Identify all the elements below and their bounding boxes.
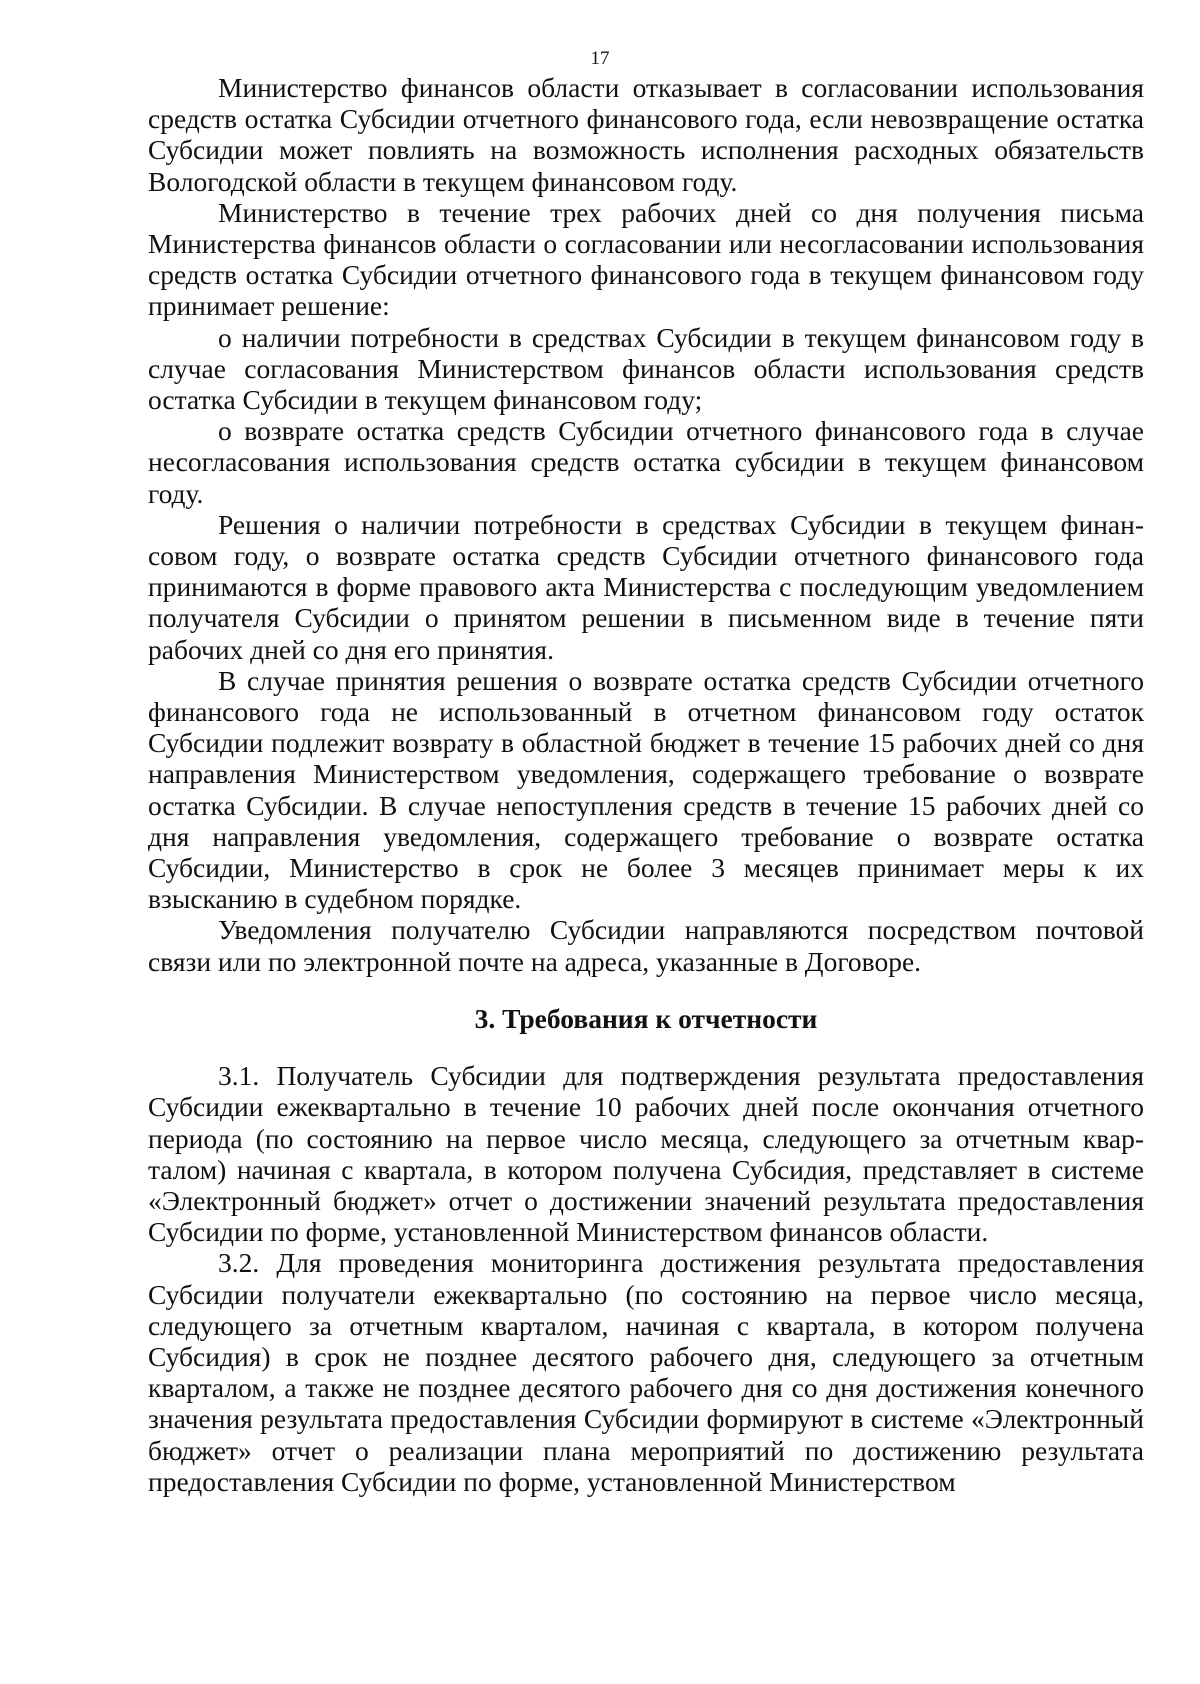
- paragraph: Министерство финансов области отказывает в согласовании использования средств остатка Субсидии отчетного финансового года, если невозвращение остатка Субсидии может повлиять на возможность исполнения расходных обязательств Вологодской области в текущем финансовом году.: [148, 72, 1144, 197]
- paragraph: о возврате остатка средств Субсидии отчетного финансового года в случае несогласования использования средств остатка субсидии в текущем финансовом году.: [148, 415, 1144, 509]
- paragraph: В случае принятия решения о возврате остатка средств Субсидии отчетного финансового года не использованный в отчетном финансовом году остаток Субсидии подлежит возврату в областной бюджет в течение 15 рабочих дней со дня направления Министерством уведомления, содержащего требование о возврате остатка Субсидии. В случае непоступления средств в течение 15 рабочих дней со дня направления уведомления, содержащего требование о возврате остатка Субсидии, Министерство в срок не более 3 месяцев принимает меры к их взысканию в судебном порядке.: [148, 664, 1144, 915]
- document-body: [148, 72, 1144, 1497]
- paragraph: о наличии потребности в средствах Субсидии в текущем финансовом году в случае согласования Министерством финансов области использования средств остатка Субсидии в текущем финансовом году;: [148, 321, 1144, 416]
- paragraph: Министерство в течение трех рабочих дней со дня получения письма Министерства финансов области о согласовании или несогласовании использования средств остатка Субсидии отчетного финансового года в текущем финансовом году принимает решение:: [148, 196, 1144, 322]
- page-number: 17: [590, 48, 610, 69]
- section-heading: 3. Требования к отчетности: [474, 1002, 818, 1034]
- paragraph: 3.1. Получатель Субсидии для подтверждения результата предоставления Субсидии ежеквартально в течение 10 рабочих дней после окончания отчетного периода (по состоянию на первое число месяца, следующего за отчетным кварталом) начиная с квартала, в котором получена Субсидия, представляет в системе «Электронный бюджет» отчет о достижении значений результата предоставления Субсидии по форме, установленной Министерством финансов области.: [148, 1060, 1144, 1248]
- paragraph: 3.2. Для проведения мониторинга достижения результата предоставления Субсидии получатели ежеквартально (по состоянию на первое число месяца, следующего за отчетным кварталом, начиная с квартала, в котором получена Субсидия) в срок не позднее десятого рабочего дня, следующего за отчетным кварталом, а также не позднее десятого рабочего дня со дня достижения конечного значения результата предоставления Субсидии формируют в системе «Электронный бюджет» отчет о реализации плана мероприятий по достижению результата предоставления Субсидии по форме, установленной Министерством: [148, 1247, 1144, 1497]
- paragraph: Уведомления получателю Субсидии направляются посредством почтовой связи или по электронной почте на адреса, указанные в Договоре.: [148, 914, 1144, 977]
- paragraph: Решения о наличии потребности в средствах Субсидии в текущем финансовом году, о возврате остатка средств Субсидии отчетного финансового года принимаются в форме правового акта Министерства с последующим уведомлением получателя Субсидии о принятом решении в письменном виде в течение пяти рабочих дней со дня его принятия.: [148, 508, 1144, 665]
